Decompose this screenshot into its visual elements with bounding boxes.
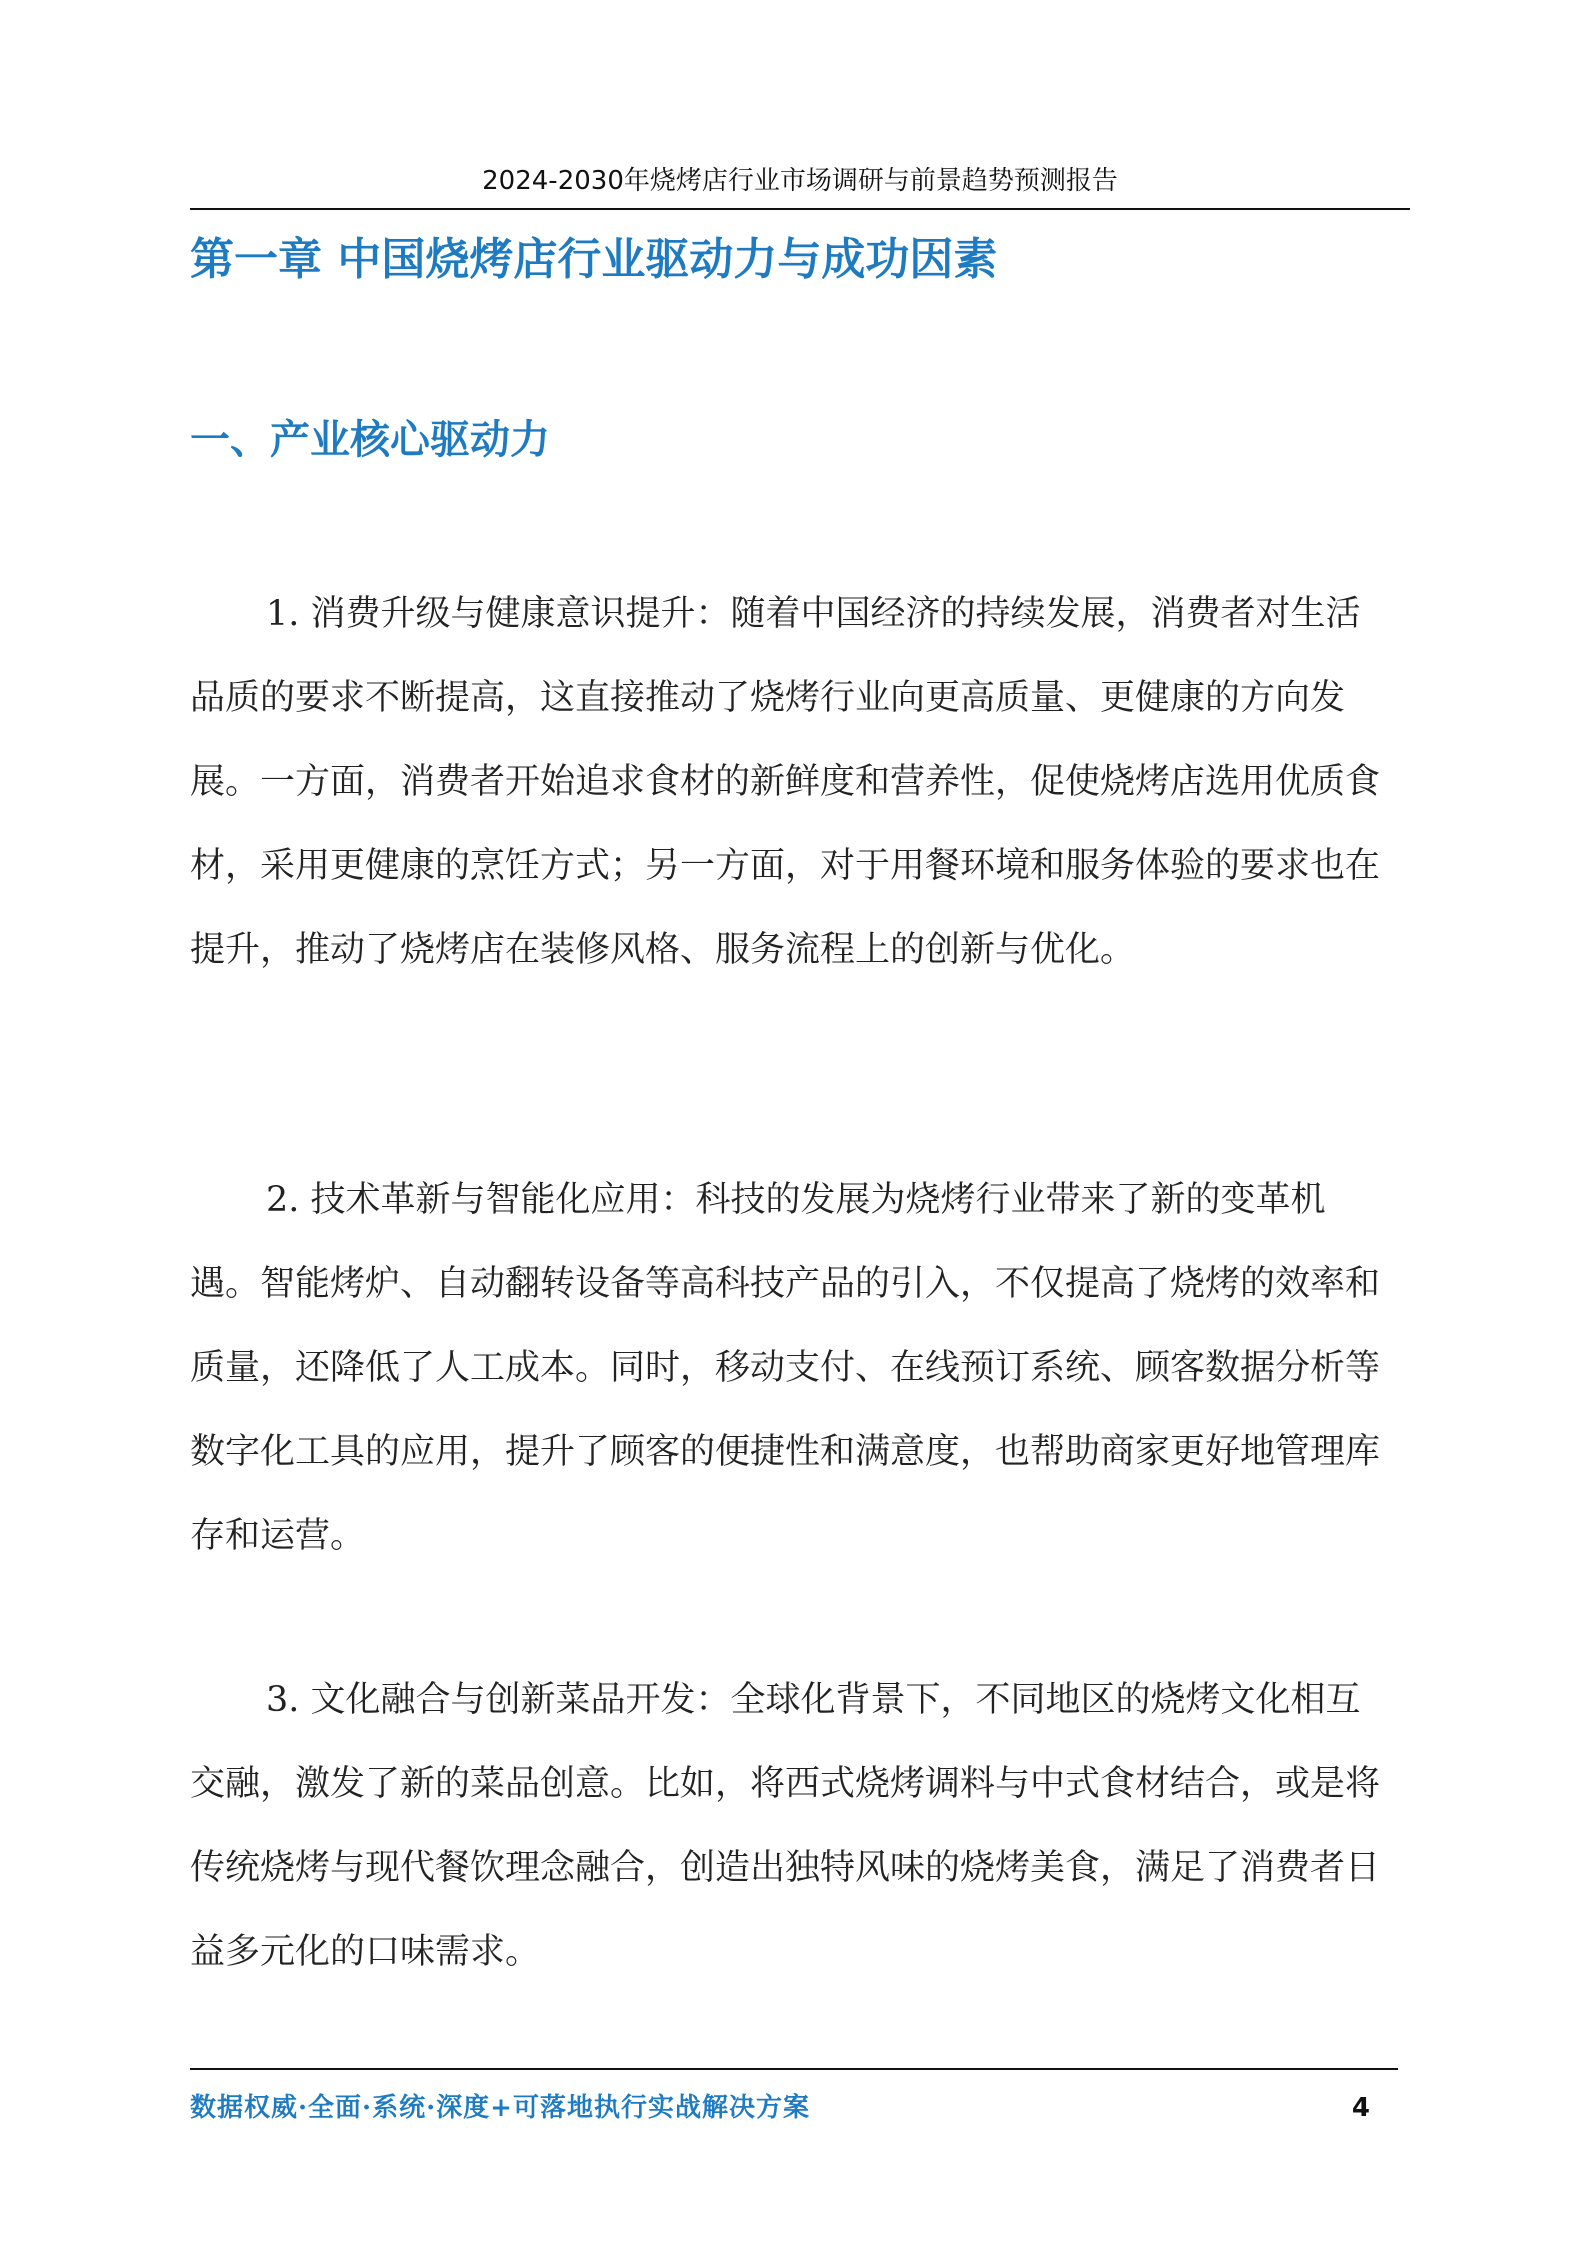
section-title: 一、产业核心驱动力	[190, 417, 550, 463]
chapter-title: 第一章 中国烧烤店行业驱动力与成功因素	[190, 234, 998, 285]
page-number: 4	[1351, 2093, 1370, 2123]
footer-slogan: 数据权威·全面·系统·深度+可落地执行实战解决方案	[190, 2093, 810, 2123]
body-paragraph: 1. 消费升级与健康意识提升：随着中国经济的持续发展，消费者对生活品质的要求不断提高，这直接推动了烧烤行业向更高质量、更健康的方向发展。一方面，消费者开始追求食材的新鲜度和营养性，促使烧烤店选用优质食材，采用更健康的烹饪方式；另一方面，对于用餐环境和服务体验的要求也在提升，推动了烧烤店在装修风格、服务流程上的创新与优化。	[190, 594, 1381, 970]
body-paragraph: 3. 文化融合与创新菜品开发：全球化背景下，不同地区的烧烤文化相互交融，激发了新的菜品创意。比如，将西式烧烤调料与中式食材结合，或是将传统烧烤与现代餐饮理念融合，创造出独特风味的烧烤美食，满足了消费者日益多元化的口味需求。	[190, 1680, 1381, 1972]
body-paragraph: 2. 技术革新与智能化应用：科技的发展为烧烤行业带来了新的变革机遇。智能烤炉、自动翻转设备等高科技产品的引入，不仅提高了烧烤的效率和质量，还降低了人工成本。同时，移动支付、在线预订系统、顾客数据分析等数字化工具的应用，提升了顾客的便捷性和满意度，也帮助商家更好地管理库存和运营。	[190, 1180, 1381, 1556]
report-header-title: 2024-2030年烧烤店行业市场调研与前景趋势预测报告	[482, 166, 1118, 196]
header-divider	[190, 208, 1410, 210]
footer-divider	[190, 2068, 1398, 2070]
